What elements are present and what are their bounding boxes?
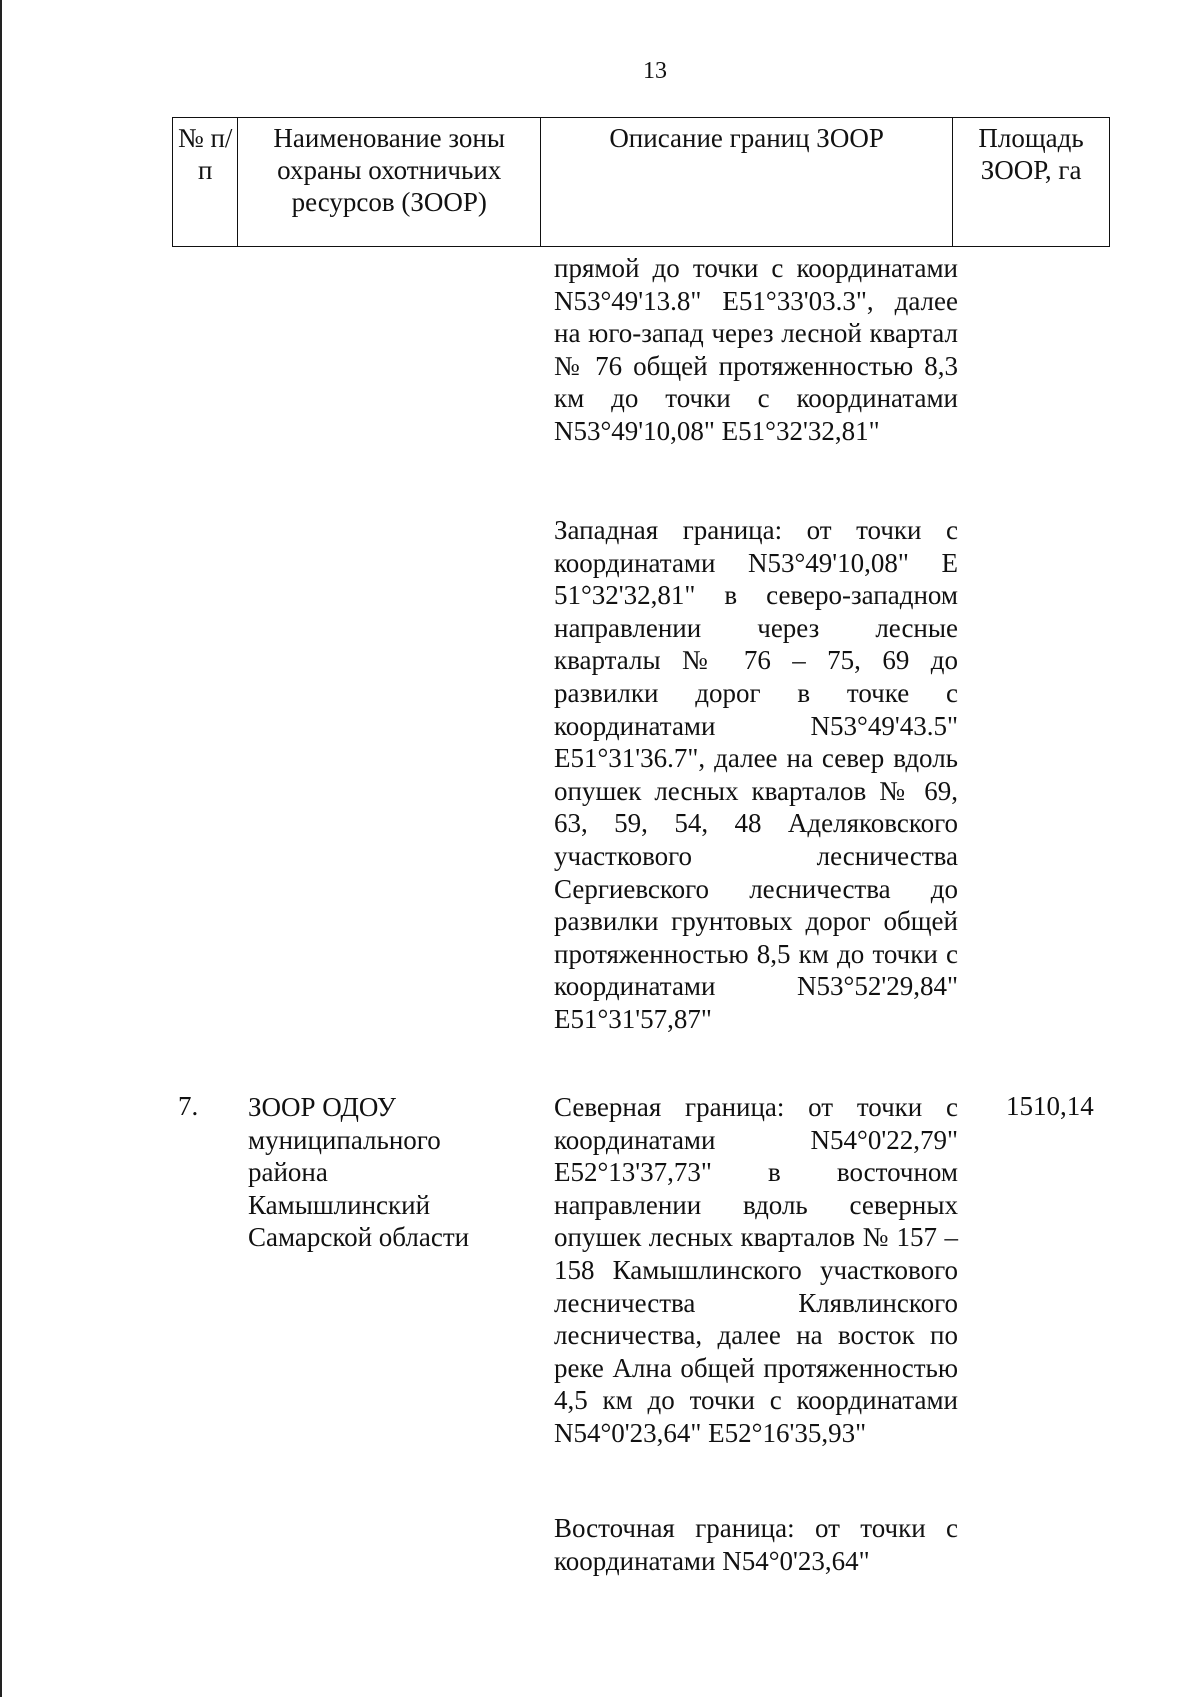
description-paragraph: прямой до точки с координатами N53°49'13.8" E51°33'03.3", далее на юго-запад через лесной квартал № 76 общей протяженностью 8,3 км до точки с координатами N53°49'10,08" E51°32'32,81" [554,253,958,446]
description-continuation [554,252,958,448]
western-border-description [554,514,958,1036]
zone-name: ЗООР ОДОУ муниципального района Камышлинский Самарской области [248,1092,470,1253]
header-col-area: Площадь ЗООР, га [953,118,1110,247]
header-col-zone-name: Наименование зоны охраны охотничьих ресурсов (ЗООР) [238,118,541,247]
description-paragraph: Западная граница: от точки с координатами N53°49'10,08" E 51°32'32,81" в северо-западном направлении через лесные кварталы № 76 – 75, 69 до развилки дорог в точке с координатами N53°49'43.5" E51°31'36.7", далее на север вдоль опушек лесных кварталов № 69, 63, 59, 54, 48 Аделяковского участкового лесничества Сергиевского лесничества до развилки грунтовых дорог общей протяженностью 8,5 км до точки с координатами N53°52'29,84" E51°31'57,87" [554,515,958,1034]
row-number: 7. [178,1091,199,1121]
northern-border-description [554,1091,958,1450]
description-paragraph: Восточная граница: от точки с координатами N54°0'23,64" [554,1513,958,1576]
page-edge [0,0,2,1697]
header-col-number: № п/п [173,118,238,247]
page-number: 13 [643,58,667,84]
eastern-border-description [554,1512,958,1577]
table-header [172,117,1110,247]
header-col-description: Описание границ ЗООР [541,118,953,247]
zone-area: 1510,14 [1006,1091,1094,1121]
description-paragraph: Северная граница: от точки с координатами N54°0'22,79" E52°13'37,73" в восточном направлении вдоль северных опушек лесных кварталов № 157 – 158 Камышлинского участкового лесничества Клявлинского лесничества, далее на восток по реке Ална общей протяженностью 4,5 км до точки с координатами N54°0'23,64" E52°16'35,93" [554,1092,958,1448]
